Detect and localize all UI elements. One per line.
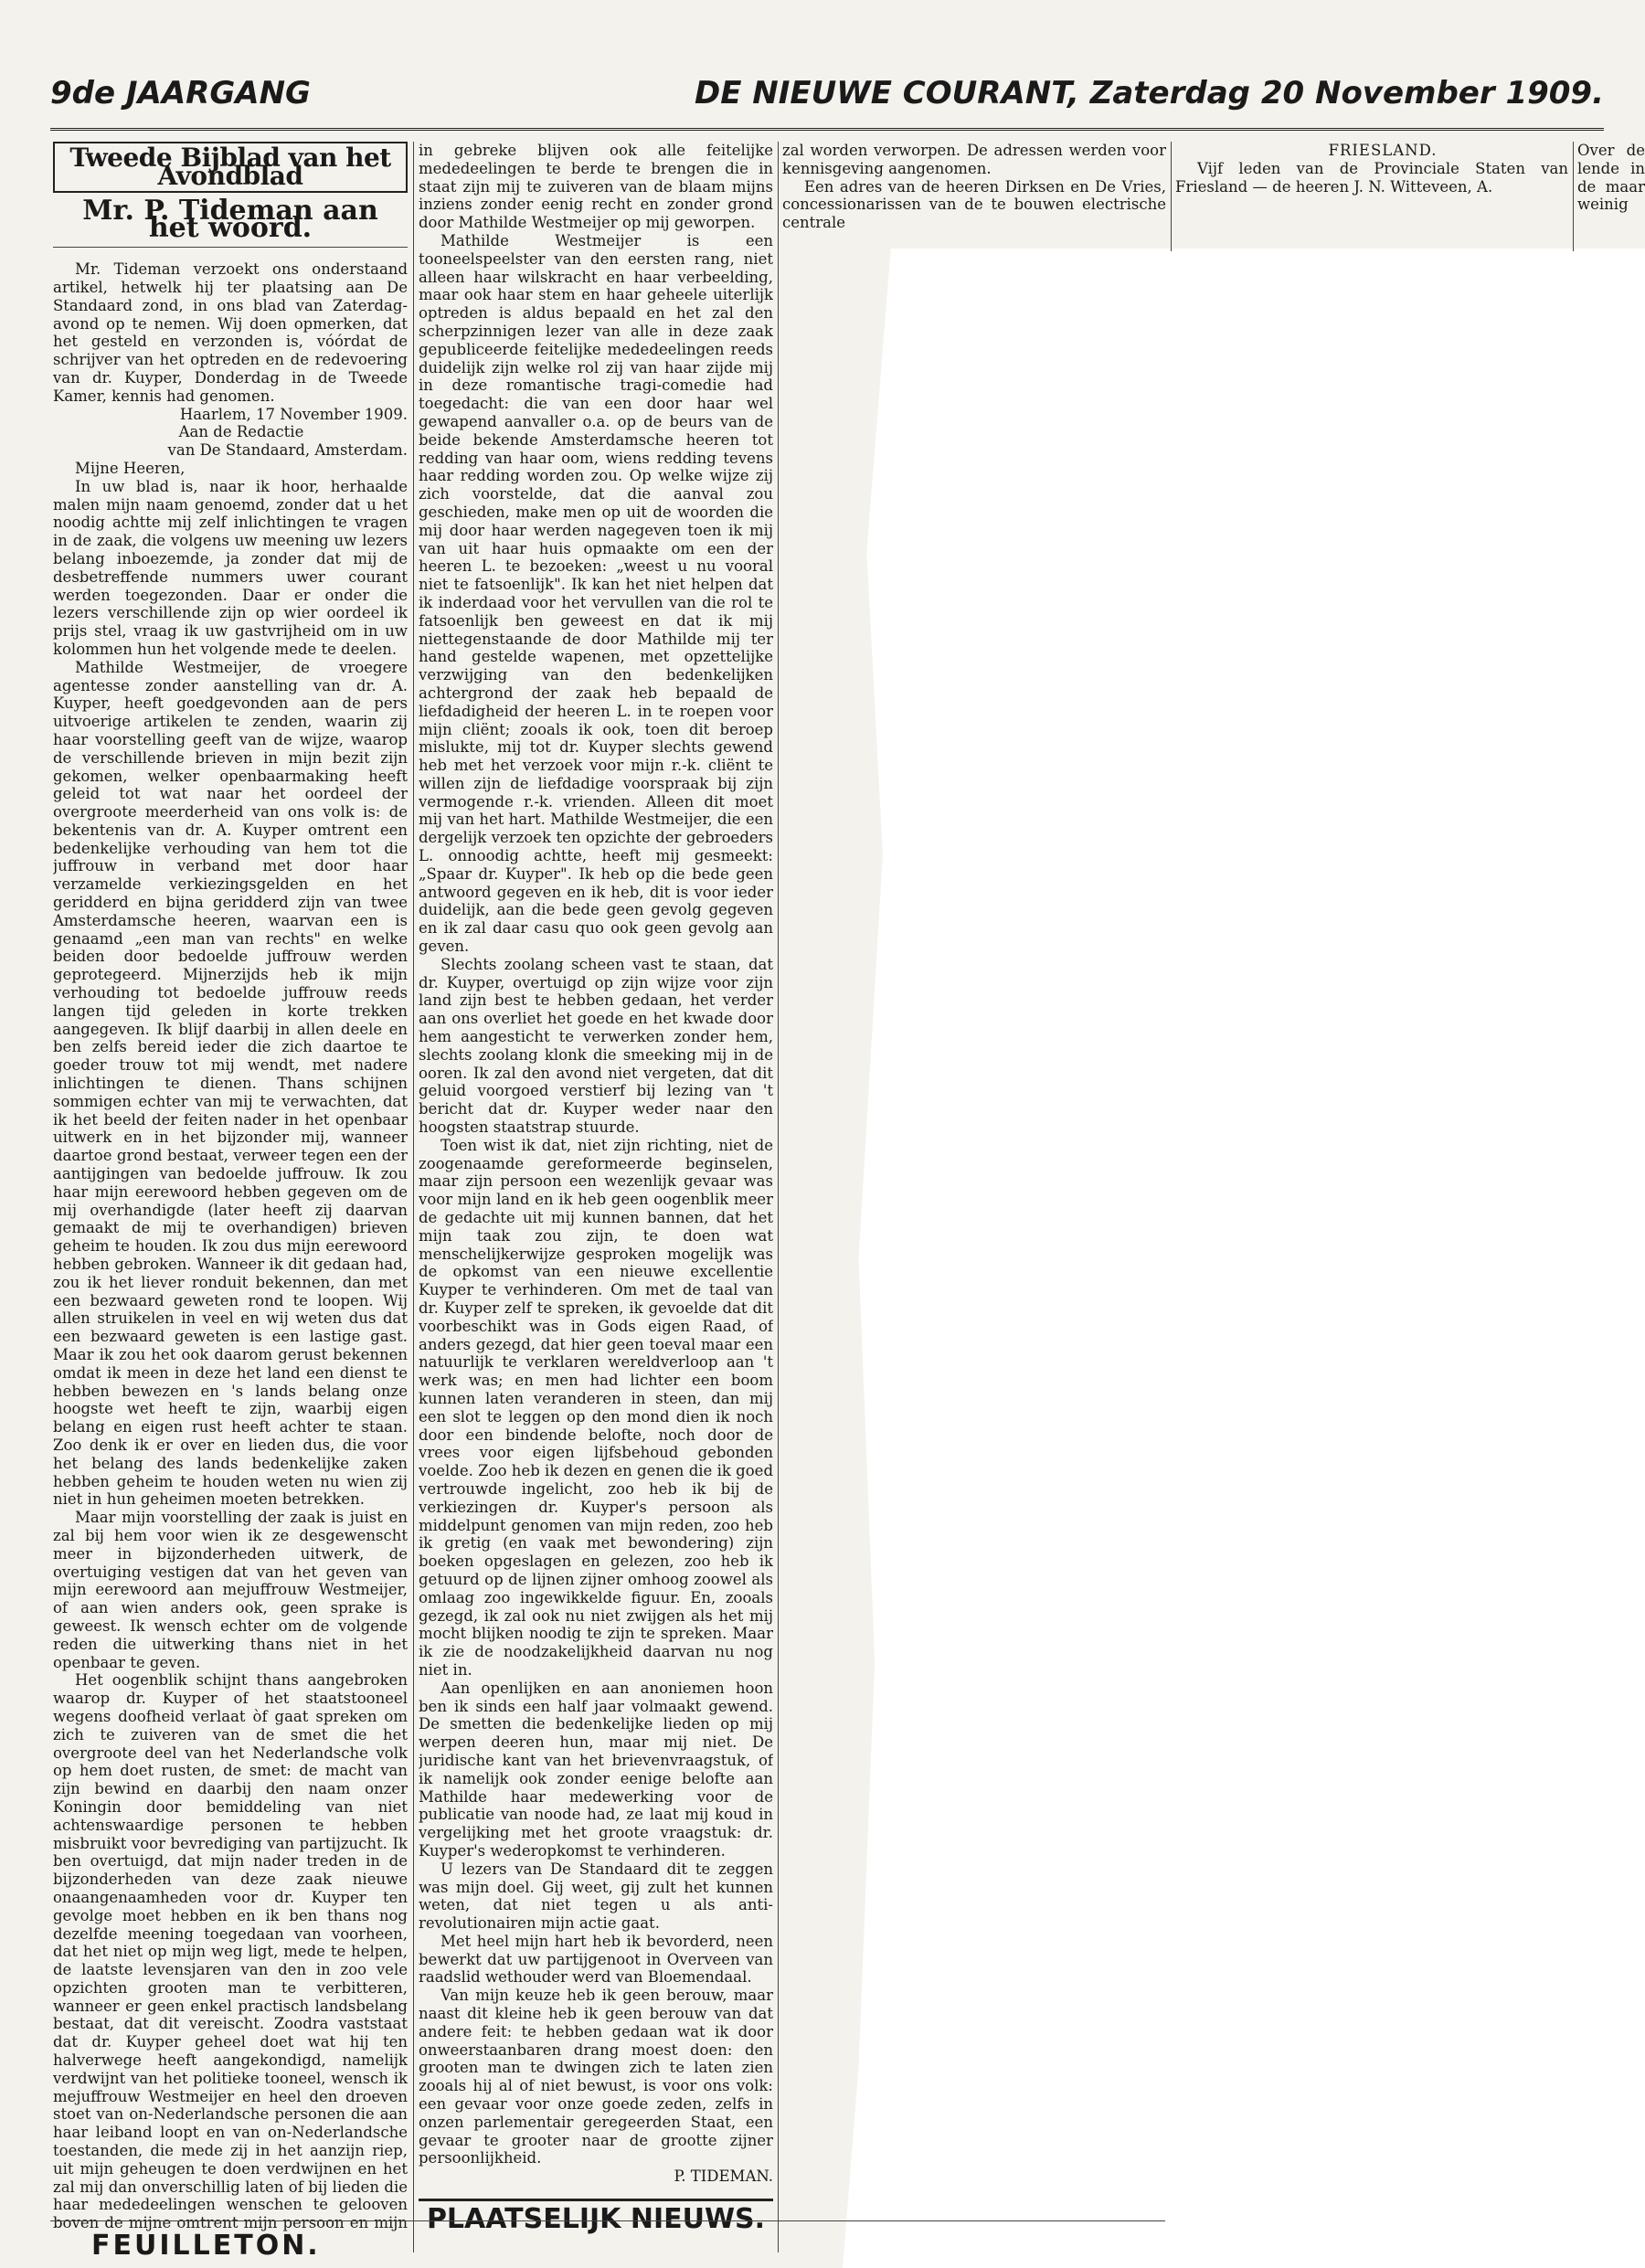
- paragraph: Mathilde Westmeijer, de vroegere agentesse zonder aanstelling van dr. A. Kuyper, heeft goedgevonden aan de pers uitvoerige artikelen te zenden, waarin zij haar voorstelling geeft van de wijze, waarop de verschillende brieven in mijn bezit zijn gekomen, welker openbaarmaking heeft geleid tot wat naar het oordeel der overgroote meerderheid van ons volk is: de bekentenis van dr. A. Kuyper omtrent een bedenkelijke verhouding van hem tot die juffrouw in verband met door haar verzamelde verkiezingsgelden en het geridderd en bijna geridderd zijn van twee Amsterdamsche heeren, waarvan een is genaamd „een man van rechts" en welke beiden door bedoelde juffrouw werden geprotegeerd. Mijnerzijds heb ik mijn verhouding tot bedoelde juffrouw reeds langen tijd geleden in korte trekken aangegeven. Ik blijf daarbij in allen deele en ben zelfs bereid ieder die zich daartoe te goeder trouw tot mij wendt, met nadere inlichtingen te dienen. Thans schijnen sommigen echter van mij te verwachten, dat ik het beeld der feiten nader in het openbaar uitwerk en in het bijzonder mij, wanneer daartoe grond bestaat, verweer tegen een der aantijgingen van bedoelde juffrouw. Ik zou haar mijn eerewoord hebben gegeven om de mij overhandigde (later heeft zij daarvan gemaakt de mij te overhandigen) brieven geheim te houden. Ik zou dus mijn eerewoord hebben gebroken. Wanneer ik dit gedaan had, zou ik het liever ronduit bekennen, dan met een bezwaard geweten rond te loopen. Wij allen struikelen in veel en wij weten dus dat een bezwaard geweten is een lastige gast. Maar ik zou het ook daarom gerust bekennen omdat ik meen in deze het land een dienst te hebben bewezen en 's lands belang onze hoogste wet heeft te zijn, waarbij eigen belang en eigen rust heeft achter te staan. Zoo denk ik er over en lieden dus, die voor het belang des lands bedenkelijke zaken hebben geheim te houden weten nu wien zij niet in hun geheimen moeten betrekken.: [53, 658, 408, 1509]
- bottom-rule: [50, 2220, 1165, 2221]
- paragraph: in gebreke blijven ook alle feitelijke mededeelingen te berde te brengen die in staat zijn mij te zuiveren van de blaam mijns inziens zonder eenig recht en zonder grond door Mathilde Westmeijer op mij geworpen.: [419, 142, 773, 232]
- column-2: [419, 142, 773, 2234]
- column-divider: [1573, 142, 1574, 251]
- column-divider: [413, 142, 414, 2252]
- paragraph: Slechts zoolang scheen vast te staan, dat dr. Kuyper, overtuigd op zijn wijze voor zijn land zijn best te hebben gedaan, het verder aan ons overliet het goede en het kwade door hem aangesticht te verwerken zonder hem, slechts zoolang klonk die smeeking mij in de ooren. Ik zal den avond niet vergeten, dat dit geluid voorgoed verstierf bij lezing van 't bericht dat dr. Kuyper weder naar den hoogsten staatstrap stuurde.: [419, 955, 773, 1137]
- volume-label: 9de JAARGANG: [50, 75, 311, 111]
- column-3: [782, 142, 1166, 507]
- paragraph: In uw blad is, naar ik hoor, herhaalde malen mijn naam genoemd, zonder dat u het noodig achtte mij zelf inlichtingen te vragen in de zaak, die volgens uw meening uw lezers belang inboezemde, ja zonder dat mij de desbetreffende nummers uwer courant werden toegezonden. Daar er onder die lezers verschillende zijn op wier oordeel ik prijs stel, vraag ik uw gastvrijheid om in uw kolommen hun het volgende mede te deelen.: [53, 477, 408, 658]
- column-5: [1577, 142, 1645, 507]
- dateline: Haarlem, 17 November 1909.: [179, 405, 408, 423]
- paragraph: Toen wist ik dat, niet zijn richting, niet de zoogenaamde gereformeerde beginselen, maar zijn persoon een wezenlijk gevaar was voor mijn land en ik heb geen oogenblik meer de gedachte uit mij kunnen bannen, dat het mijn taak zou zijn, te doen wat menschelijkerwijze gesproken mogelijk was de opkomst van een nieuwe excellentie Kuyper te verhinderen. Om met de taal van dr. Kuyper zelf te spreken, ik gevoelde dat dit voorbeschikt was in Gods eigen Raad, of anders gezegd, dat hier geen toeval maar een natuurlijk te verklaren wereldverloop aan 't werk was; en men had lichter een boom kunnen laten veranderen in steen, dan mij een slot te leggen op den mond dien ik noch door een bindende belofte, noch door de vrees voor eigen lijfsbehoud gebonden voelde. Zoo heb ik dezen en genen die ik goed vertrouwde ingelicht, zoo heb ik bij de verkiezingen dr. Kuyper's persoon als middelpunt genomen van mijn reden, zoo heb ik gretig (en vaak met bewondering) zijn boeken opgeslagen en gelezen, zoo heb ik getuurd op de lijnen zijner omhoog zoowel als omlaag zoo ingewikkelde figuur. En, zooals gezegd, ik zal ook nu niet zwijgen als het mij mocht blijken noodig te zijn te spreken. Maar ik zie de noodzakelijkheid daarvan nu nog niet in.: [419, 1136, 773, 1679]
- address-line: Aan de Redactie: [178, 423, 304, 441]
- article-intro: Mr. Tideman verzoekt ons onderstaand artikel, hetwelk hij ter plaatsing aan De Standaard zond, in ons blad van Zaterdag-avond op te nemen. Wij doen opmerken, dat het gesteld en verzonden is, vóórdat de schrijver van het optreden en de redevoering van dr. Kuyper, Donderdag in de Tweede Kamer, kennis had genomen.: [53, 260, 408, 405]
- paragraph: Het oogenblik schijnt thans aangebroken waarop dr. Kuyper of het staatstooneel wegens doofheid verlaat òf gaat spreken om zich te zuiveren van de smet die het overgroote deel van het Nederlandsche volk op hem doet rusten, de smet: de macht van zijn bewind en daarbij den naam onzer Koningin door bemiddeling van niet achtenswaardige personen te hebben misbruikt voor bevrediging van partijzucht. Ik ben overtuigd, dat mijn nader treden in de bijzonderheden van deze zaak nieuwe onaangenaamheden voor dr. Kuyper ten gevolge moet hebben en ik ben thans nog dezelfde meening toegedaan van voorheen, dat het niet op mijn weg ligt, mede te helpen, de laatste levensjaren van den in zoo vele opzichten grooten man te verbitteren, wanneer er geen enkel practisch landsbelang bestaat, dat dit vereischt. Zoodra vaststaat dat dr. Kuyper geheel doet wat hij ten halverwege heeft aangekondigd, namelijk verdwijnt van het politieke tooneel, wensch ik mejuffrouw Westmeijer en heel den droeven stoet van on-Nederlandsche personen die aan haar leiband loopt en van on-Nederlandsche toestanden, die mede zij in het aanzijn riep, uit mijn geheugen te doen verdwijnen en het zal mij dan onverschillig laten of bij lieden die haar mededeelingen wenschen te gelooven boven de mijne omtrent mijn persoon en mijn: [53, 1671, 408, 2232]
- masthead: [50, 75, 1604, 117]
- paragraph: Vijf leden van de Provinciale Staten van Friesland — de heeren J. N. Witteveen, A.: [1175, 159, 1568, 196]
- paragraph: Mathilde Westmeijer is een tooneelspeelster van den eersten rang, niet alleen haar wilskracht en haar verbeelding, maar ook haar stem en haar geheele uiterlijk optreden is aldus bepaald en het zal den scherpzinnigen lezer van alle in deze zaak gepubliceerde feitelijke mededeelingen reeds duidelijk zijn welke rol zij van haar zijde mij in deze romantische tragi-comedie had toegedacht: die van een door haar wel gewapend aanvaller o.a. op de beurs van de beide bekende Amsterdamsche heeren tot redding van haar oom, wiens redding tevens haar redding worden zou. Op welke wijze zij zich voorstelde, dat die aanval zou geschieden, make men op uit de woorden die mij door haar werden nagegeven toen ik mij van uit haar huis opmaakte om een der heeren L. te bezoeken: „weest u nu vooral niet te fatsoenlijk". Ik kan het niet helpen dat ik inderdaad voor het vervullen van die rol te fatsoenlijk ben geweest en dat ik mij niettegenstaande de door Mathilde mij ter hand gestelde wapenen, met opzettelijke verzwijging van den bedenkelijken achtergrond der zaak heb bepaald de liefdadigheid der heeren L. in te roepen voor mijn cliënt; zooals ik ook, toen dit beroep mislukte, mij tot dr. Kuyper slechts gewend heb met het verzoek voor mijn r.-k. cliënt te willen zijn de liefdadige voorspraak bij zijn vermogende r.-k. vrienden. Alleen dit moet mij van het hart. Mathilde Westmeijer, die een dergelijk verzoek ten opzichte der gebroeders L. onnoodig achtte, heeft mij gesmeekt: „Spaar dr. Kuyper". Ik heb op die bede geen antwoord gegeven en ik heb, dit is voor ieder duidelijk, aan die bede geen gevolg gegeven en ik zal daar casu quo ook geen gevolg aan geven.: [419, 231, 773, 956]
- column-4: [1175, 142, 1568, 507]
- paragraph: Een adres van de heeren Dirksen en De Vries, concessionarissen van de te bouwen electrische centrale: [782, 177, 1166, 232]
- paper-title-date: DE NIEUWE COURANT, Zaterdag 20 November 1909.: [695, 75, 1604, 111]
- supplement-title: Tweede Bijblad van het Avondblad: [53, 142, 408, 193]
- feuilleton-heading: FEUILLETON.: [91, 2230, 321, 2262]
- masthead-rule: [50, 128, 1604, 131]
- region-heading: FRIESLAND.: [1328, 142, 1438, 159]
- column-1: [53, 142, 408, 2234]
- paragraph: U lezers van De Standaard dit te zeggen was mijn doel. Gij weet, gij zult het kunnen weten, dat niet tegen u als anti-revolutionairen mijn actie gaat.: [419, 1860, 773, 1933]
- signature: P. TIDEMAN.: [674, 2167, 773, 2186]
- column-divider: [1171, 142, 1172, 251]
- torn-blank-area: [843, 249, 1645, 2268]
- article-title: Mr. P. Tideman aan het woord.: [53, 202, 408, 249]
- paragraph: Met heel mijn hart heb ik bevorderd, neen bewerkt dat uw partijgenoot in Overveen van raadslid wethouder werd van Bloemendaal.: [419, 1932, 773, 1987]
- salutation: Mijne Heeren,: [75, 459, 186, 477]
- section-title-local-news: PLAATSELIJK NIEUWS.: [419, 2199, 773, 2234]
- paragraph: zal worden verworpen. De adressen werden voor kennisgeving aangenomen.: [782, 142, 1166, 177]
- paragraph: Van mijn keuze heb ik geen berouw, maar naast dit kleine heb ik geen berouw van dat andere feit: te hebben gedaan wat ik door onweerstaanbaren drang moest doen: den grooten man te dwingen zich te laten zien zooals hij al of niet bewust, is voor ons volk: een gevaar voor onze goede zeden, zelfs in onzen parlementair geregeerden Staat, een gevaar te grooter naar de grootte zijner persoonlijkheid.: [419, 1987, 773, 2167]
- address-line: van De Standaard, Amsterdam.: [167, 441, 408, 460]
- paragraph: Over de lende in de maar weinig: [1577, 142, 1645, 214]
- column-divider: [778, 142, 779, 2252]
- paragraph: Maar mijn voorstelling der zaak is juist en zal bij hem voor wien ik ze desgewenscht meer in bijzonderheden uitwerk, de overtuiging vestigen dat van het geven van mijn eerewoord aan mejuffrouw Westmeijer, of aan wien anders ook, geen sprake is geweest. Ik wensch echter om de volgende reden die uitwerking thans niet in het openbaar te geven.: [53, 1509, 408, 1671]
- paragraph: Aan openlijken en aan anoniemen hoon ben ik sinds een half jaar volmaakt gewend. De smetten die bedenkelijke lieden op mij werpen deeren hun, maar mij niet. De juridische kant van het brievenvraagstuk, of ik namelijk ook zonder eenige belofte aan Mathilde haar medewerking voor de publicatie van noode had, ze laat mij koud in vergelijking met het groote vraagstuk: dr. Kuyper's wederopkomst te verhinderen.: [419, 1679, 773, 1860]
